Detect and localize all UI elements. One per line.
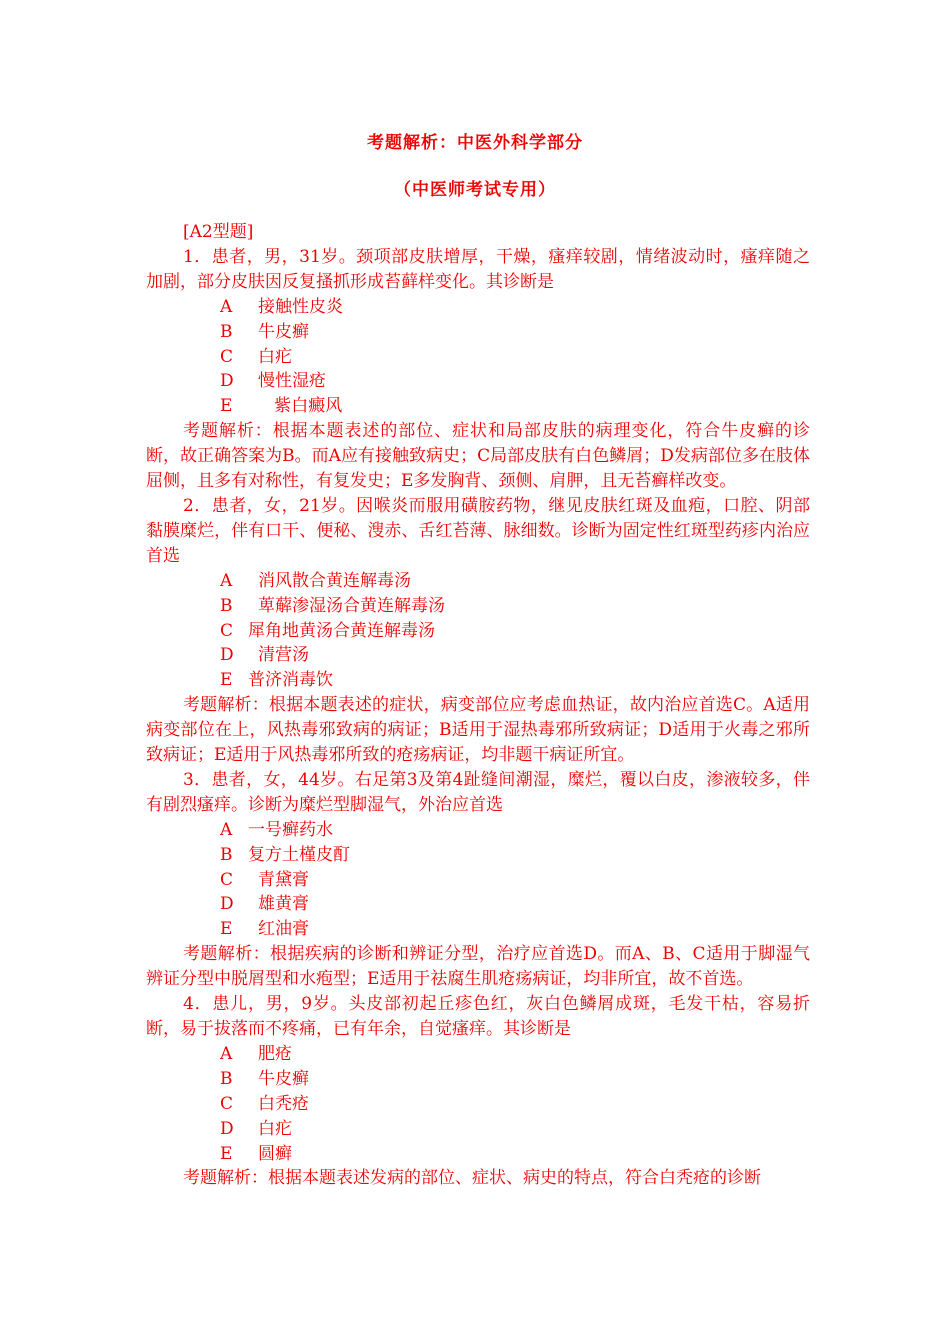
option-letter: E <box>220 396 233 417</box>
option <box>146 1117 810 1142</box>
answer-analysis: 考题解析：根据疾病的诊断和辨证分型，治疗应首选D。而A、B、C适用于脚湿气辨证分型中脱屑型和水疱型；E适用于祛腐生肌疮疡病证，均非所宜，故不首选。 <box>146 944 810 990</box>
section-heading: [A2型题] <box>183 222 254 242</box>
option-letter: B <box>220 595 233 616</box>
question-stem: 3．患者，女，44岁。右足第3及第4趾缝间潮湿，糜烂，覆以白皮，渗液较多，伴有剧烈瘙痒。诊断为糜烂型脚湿气，外治应首选 <box>146 769 810 815</box>
option-letter: D <box>220 371 234 392</box>
option-text: 慢性湿疮 <box>258 371 326 392</box>
option-letter: D <box>220 894 234 915</box>
option-text: 白疕 <box>258 346 292 367</box>
option-text: 白秃疮 <box>258 1093 309 1114</box>
option-letter: C <box>220 869 234 890</box>
option <box>146 818 810 843</box>
option <box>146 843 810 868</box>
option-text: 红油膏 <box>258 919 309 940</box>
option-letter: A <box>220 296 233 317</box>
document-subtitle: （中医师考试专用） <box>394 180 556 200</box>
option-text: 清营汤 <box>258 645 309 666</box>
option-letter: C <box>220 620 234 641</box>
option-letter: A <box>220 819 233 840</box>
option <box>146 1042 810 1067</box>
option <box>146 394 810 419</box>
option <box>146 1092 810 1117</box>
option-text: 紫白癜风 <box>258 396 343 417</box>
question-stem: 2．患者，女，21岁。因喉炎而服用磺胺药物，继见皮肤红斑及血疱，口腔、阴部黏膜糜烂，伴有口干、便秘、溲赤、舌红苔薄、脉细数。诊断为固定性红斑型药疹内治应首选 <box>146 495 810 566</box>
option-text: 接触性皮炎 <box>258 296 343 317</box>
option <box>146 668 810 693</box>
option-letter: B <box>220 844 233 865</box>
option-text: 圆癣 <box>258 1143 292 1164</box>
option-letter: E <box>220 1143 233 1164</box>
option-letter: B <box>220 321 233 342</box>
option-text: 肥疮 <box>258 1043 292 1064</box>
option-letter: E <box>220 919 233 940</box>
option <box>146 643 810 668</box>
option <box>146 619 810 644</box>
option-letter: E <box>220 670 233 691</box>
document-title: 考题解析：中医外科学部分 <box>367 133 583 153</box>
option <box>146 868 810 893</box>
option-letter: C <box>220 1093 234 1114</box>
option <box>146 594 810 619</box>
option-letter: A <box>220 570 233 591</box>
option-text: 犀角地黄汤合黄连解毒汤 <box>248 620 435 641</box>
document-body <box>146 220 810 1191</box>
option <box>146 1067 810 1092</box>
option-text: 雄黄膏 <box>258 894 309 915</box>
option-letter: D <box>220 1118 234 1139</box>
question-stem: 4．患儿，男，9岁。头皮部初起丘疹色红，灰白色鳞屑成斑，毛发干枯，容易折断，易于拔落而不疼痛，已有年余，自觉瘙痒。其诊断是 <box>146 994 810 1039</box>
option <box>146 369 810 394</box>
option-text: 萆薢渗湿汤合黄连解毒汤 <box>258 595 445 616</box>
option <box>146 345 810 370</box>
option-text: 青黛膏 <box>258 869 309 890</box>
option-text: 普济消毒饮 <box>248 670 333 691</box>
option <box>146 295 810 320</box>
option-text: 牛皮癣 <box>258 321 309 342</box>
option-letter: A <box>220 1043 233 1064</box>
option-text: 复方土槿皮酊 <box>248 844 350 865</box>
option <box>146 917 810 942</box>
answer-analysis: 考题解析：根据本题表述的症状，病变部位应考虑血热证，故内治应首选C。A适用病变部位在上，风热毒邪致病的病证；B适用于湿热毒邪所致病证；D适用于火毒之邪所致病证；E适用于风热毒邪所致的疮疡病证，均非题干病证所宜。 <box>146 695 810 766</box>
option-text: 牛皮癣 <box>258 1068 309 1089</box>
option-text: 一号癣药水 <box>248 819 333 840</box>
option <box>146 320 810 345</box>
option-text: 消风散合黄连解毒汤 <box>258 570 411 591</box>
option <box>146 569 810 594</box>
option <box>146 892 810 917</box>
question-stem: 1．患者，男，31岁。颈项部皮肤增厚，干燥，瘙痒较剧，情绪波动时，瘙痒随之加剧，部分皮肤因反复搔抓形成苔藓样变化。其诊断是 <box>146 246 810 292</box>
answer-analysis: 考题解析：根据本题表述的部位、症状和局部皮肤的病理变化，符合牛皮癣的诊断，故正确答案为B。而A应有接触致病史；C局部皮肤有白色鳞屑；D发病部位多在肢体屈侧，且多有对称性，有复发史；E多发胸背、颈侧、肩胛，且无苔癣样改变。 <box>146 421 810 492</box>
option-text: 白疕 <box>258 1118 292 1139</box>
option-letter: D <box>220 645 234 666</box>
option <box>146 1142 810 1167</box>
option-letter: B <box>220 1068 233 1089</box>
answer-analysis: 考题解析：根据本题表述发病的部位、症状、病史的特点，符合白秃疮的诊断 <box>183 1168 761 1189</box>
option-letter: C <box>220 346 234 367</box>
